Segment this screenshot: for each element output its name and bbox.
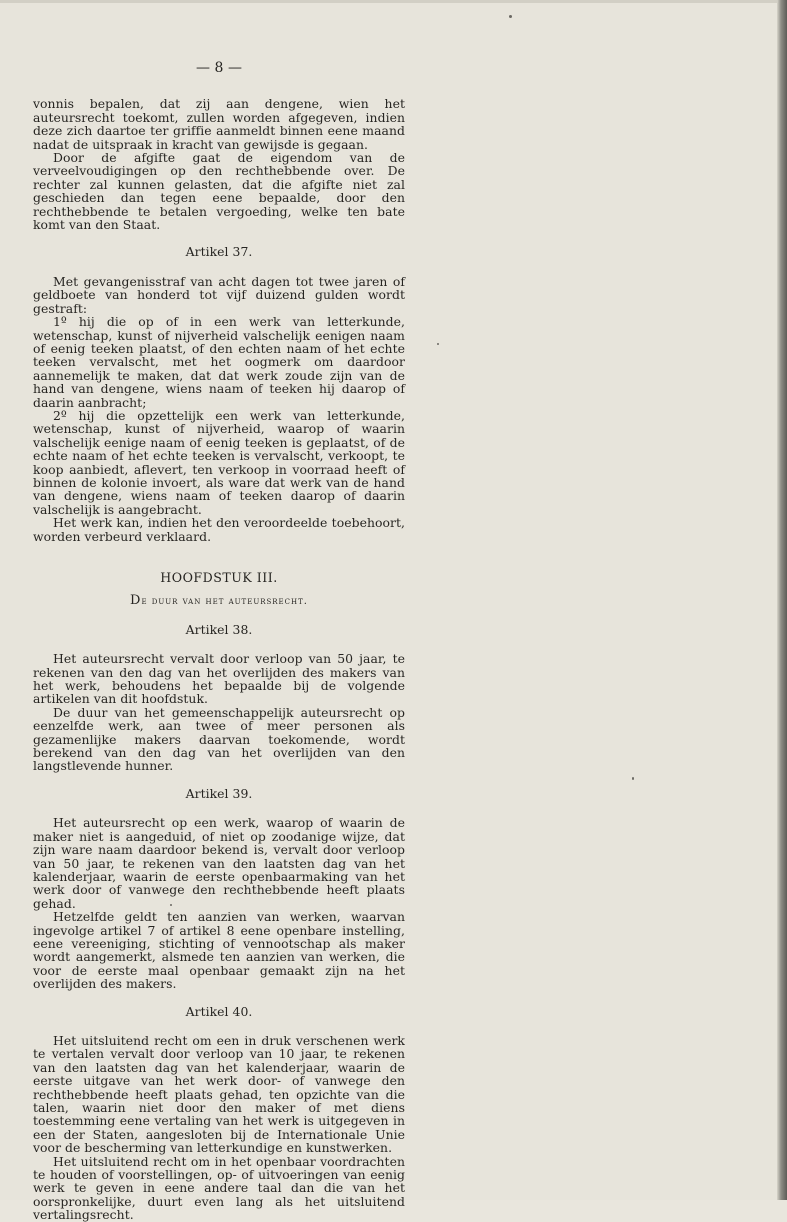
chapter-heading: HOOFDSTUK III.	[160, 570, 278, 585]
paragraph: De duur van het gemeenschappelijk auteursrecht op eenzelfde werk, aan twee of meer personen als gezamenlijke makers daarvan toekomende, wordt berekend van den dag van het overlijden van den langstlevende hunner.	[33, 704, 405, 774]
paragraph: Het uitsluitend recht om in het openbaar voordrachten te houden of voorstellingen, op- of uitvoeringen van eenig werk te geven in eene andere taal dan die van het oorspronkelijke, duurt even lang als het uitsluitend vertalingsrecht.	[33, 1153, 405, 1222]
article-heading: Artikel 38.	[185, 621, 253, 637]
article-heading: Artikel 40.	[185, 1003, 253, 1019]
dust-speck	[632, 777, 634, 780]
article-heading: Artikel 37.	[185, 244, 253, 260]
paragraph: 2º hij die opzettelijk een werk van letterkunde, wetenschap, kunst of nijverheid, waarop of waarin valschelijk eenige naam of eenig teeken is geplaatst, of de echte naam of het echte teeken is vervalscht, verkoopt, te koop aanbiedt, aflevert, ten verkoop in voorraad heeft of binnen de kolonie invoert, als ware dat werk van de hand van dengene, wiens naam of teeken daarop of daarin valschelijk is aangebracht.	[33, 407, 405, 517]
paragraph: 1º hij die op of in een werk van letterkunde, wetenschap, kunst of nijverheid valschelijk eenigen naam of eenig teeken plaatst, of den echten naam of het echte teeken vervalscht, met het oogmerk om daardoor aannemelijk te maken, dat dat werk zoude zijn van de hand van dengene, wiens naam of teeken hij daarop of daarin aanbracht;	[33, 314, 405, 410]
page-number: — 8 —	[195, 60, 243, 76]
article-heading: Artikel 39.	[185, 785, 253, 801]
document-page	[33, 62, 405, 1222]
paragraph: Door de afgifte gaat de eigendom van de verveelvoudigingen op den rechthebbende over. De rechter zal kunnen gelasten, dat die afgifte niet zal geschieden dan tegen eene bepaalde, door den rechthebbende te betalen vergoeding, welke ten bate komt van den Staat.	[33, 150, 405, 233]
paragraph: Het werk kan, indien het den veroordeelde toebehoort, worden verbeurd verklaard.	[33, 515, 405, 544]
paragraph: Het uitsluitend recht om een in druk verschenen werk te vertalen vervalt door verloop van 10 jaar, te rekenen van den laatsten dag van het kalenderjaar, waarin de eerste uitgave van het werk door- of vanwege den rechthebbende heeft plaats gehad, ten opzichte van die talen, waarin niet door den maker of met diens toestemming eene vertaling van het werk is uitgegeven in een der Staten, aangesloten bij de Internationale Unie voor de bescherming van letterkundige en kunstwerken.	[33, 1032, 405, 1156]
dust-speck	[509, 15, 512, 18]
chapter-subtitle-initial: D	[130, 593, 142, 609]
scan-right-edge	[777, 0, 787, 1200]
dust-speck	[437, 343, 439, 345]
paragraph: Het auteursrecht op een werk, waarop of waarin de maker niet is aangeduid, of niet op zoodanige wijze, dat zijn ware naam daardoor bekend is, vervalt door verloop van 50 jaar, te rekenen van den laatsten dag van het kalenderjaar, waarin de eerste openbaarmaking van het werk door of vanwege den rechthebbende heeft plaats gehad.	[33, 815, 405, 911]
chapter-subtitle-text: e duur van het auteursrecht.	[141, 596, 308, 608]
paragraph: Met gevangenisstraf van acht dagen tot twee jaren of geldboete van honderd tot vijf duizend gulden wordt gestraft:	[33, 273, 405, 316]
chapter-subtitle	[33, 594, 405, 608]
paragraph: Het auteursrecht vervalt door verloop van 50 jaar, te rekenen van den dag van het overlijden des makers van het werk, behoudens het bepaalde bij de volgende artikelen van dit hoofdstuk.	[33, 651, 405, 707]
scan-top-edge	[0, 0, 787, 3]
paragraph: Hetzelfde geldt ten aanzien van werken, waarvan ingevolge artikel 7 of artikel 8 eene openbare instelling, eene vereeniging, stichting of vennootschap als maker wordt aangemerkt, alsmede ten aanzien van werken, die voor de eerste maal openbaar gemaakt zijn na het overlijden des makers.	[33, 909, 405, 992]
page-content	[33, 97, 405, 1221]
paragraph: vonnis bepalen, dat zij aan dengene, wien het auteursrecht toekomt, zullen worden afgegeven, indien deze zich daartoe ter griffie aanmeldt binnen eene maand nadat de uitspraak in kracht van gewijsde is gegaan.	[33, 96, 405, 152]
